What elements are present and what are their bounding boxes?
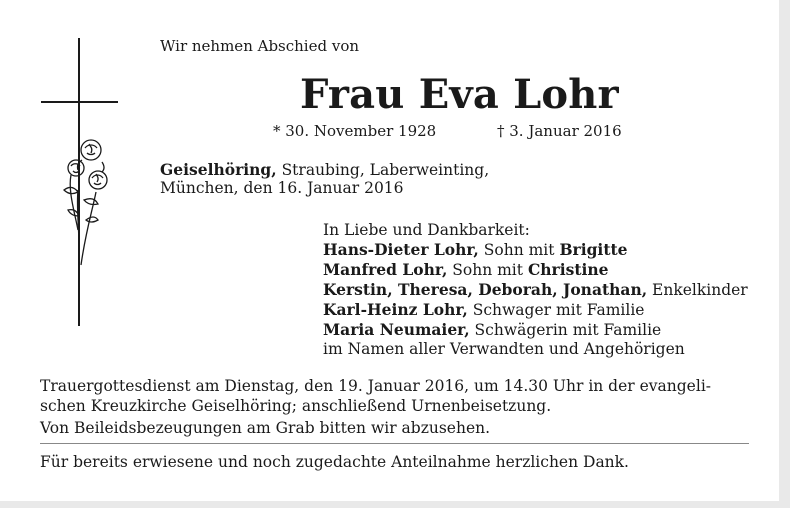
mourner-line: Kerstin, Theresa, Deborah, Jonathan, Enkelkinder (323, 280, 748, 299)
relatives-line: im Namen aller Verwandten und Angehörigen (323, 340, 685, 358)
service-line-1: Trauergottesdienst am Dienstag, den 19. Januar 2016, um 14.30 Uhr in der evangeli- (40, 377, 712, 395)
mourner-line: Manfred Lohr, Sohn mit Christine (323, 260, 609, 279)
mourner-line: Karl-Heinz Lohr, Schwager mit Familie (323, 300, 645, 319)
death-date: † 3. Januar 2016 (497, 122, 622, 140)
condolence-line: Von Beileidsbezeugungen am Grab bitten wir abzusehen. (40, 419, 491, 437)
mourner-line: Hans-Dieter Lohr, Sohn mit Brigitte (323, 240, 628, 259)
final-thanks: Für bereits erwiesene und noch zugedachte Anteilnahme herzlichen Dank. (40, 453, 629, 471)
divider (40, 443, 749, 444)
service-line-2: schen Kreuzkirche Geiselhöring; anschließend Urnenbeisetzung. (40, 397, 552, 415)
birth-date: * 30. November 1928 (273, 122, 437, 140)
date-line: München, den 16. Januar 2016 (160, 179, 404, 197)
place-line (160, 160, 489, 180)
intro-text: Wir nehmen Abschied von (160, 37, 360, 55)
place-rest: Straubing, Laberweinting, (276, 161, 490, 179)
roses-icon (56, 130, 116, 270)
place-bold: Geiselhöring, (160, 160, 277, 179)
mourner-line: Maria Neumaier, Schwägerin mit Familie (323, 320, 662, 339)
thanks-intro: In Liebe und Dankbarkeit: (323, 221, 530, 239)
deceased-name: Frau Eva Lohr (300, 71, 619, 118)
